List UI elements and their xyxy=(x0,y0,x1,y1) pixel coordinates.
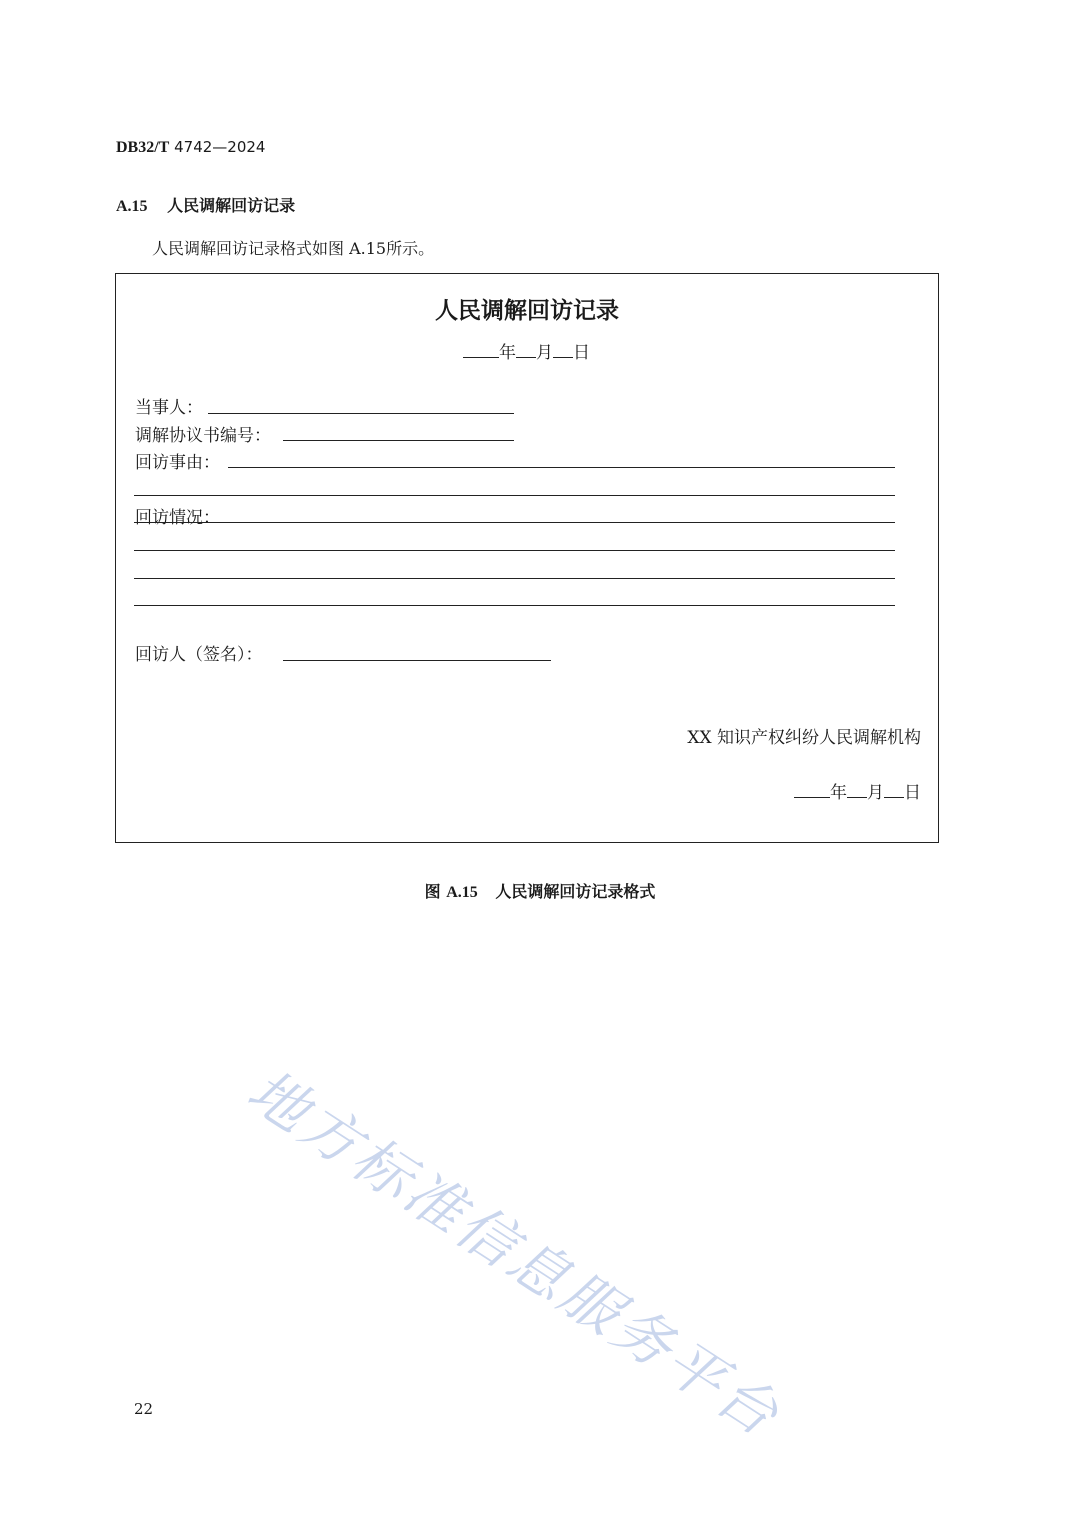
sign-day-label: 日 xyxy=(904,783,921,803)
section-intro: 人民调解回访记录格式如图 A.15所示。 xyxy=(152,239,435,258)
figure-caption xyxy=(0,879,1080,902)
day-blank[interactable] xyxy=(553,340,573,358)
sign-date xyxy=(794,778,921,803)
day-label: 日 xyxy=(573,343,590,363)
year-label: 年 xyxy=(499,343,516,363)
visit-situation-line-1[interactable] xyxy=(134,522,895,523)
visit-reason-label: 回访事由： xyxy=(135,453,220,473)
sign-year-blank[interactable] xyxy=(794,780,830,798)
page-number: 22 xyxy=(134,1400,154,1418)
sign-month-blank[interactable] xyxy=(847,780,867,798)
party-label: 当事人： xyxy=(135,398,203,418)
section-number: A.15 xyxy=(116,198,148,215)
visit-reason-field[interactable] xyxy=(228,467,895,468)
organization-name: XX 知识产权纠纷人民调解机构 xyxy=(687,728,921,748)
sign-year-label: 年 xyxy=(830,783,847,803)
year-blank[interactable] xyxy=(463,340,499,358)
visit-situation-line-3[interactable] xyxy=(134,578,895,579)
visit-situation-line-2[interactable] xyxy=(134,550,895,551)
month-blank[interactable] xyxy=(516,340,536,358)
party-field[interactable] xyxy=(208,413,514,414)
form-title: 人民调解回访记录 xyxy=(435,298,619,324)
month-label: 月 xyxy=(536,343,553,363)
caption-prefix: 图 xyxy=(424,882,441,901)
visitor-signature-field[interactable] xyxy=(283,660,551,661)
visitor-signature-label: 回访人（签名）： xyxy=(135,645,263,665)
watermark: 地方标准信息服务平台 xyxy=(235,1055,793,1451)
standard-number: 4742—2024 xyxy=(174,138,266,156)
caption-number: A.15 xyxy=(446,884,478,901)
caption-title: 人民调解回访记录格式 xyxy=(495,882,656,901)
agreement-number-label: 调解协议书编号： xyxy=(135,426,271,446)
section-heading xyxy=(116,193,295,216)
standard-code xyxy=(116,138,265,157)
visit-reason-line-2[interactable] xyxy=(134,495,895,496)
visit-situation-label: 回访情况： xyxy=(135,508,220,528)
form-frame xyxy=(115,273,939,843)
agreement-number-field[interactable] xyxy=(283,440,514,441)
visit-situation-line-4[interactable] xyxy=(134,605,895,606)
sign-day-blank[interactable] xyxy=(884,780,904,798)
section-title: 人民调解回访记录 xyxy=(167,196,296,215)
form-date xyxy=(463,338,590,363)
standard-prefix: DB32/T xyxy=(116,139,170,156)
sign-month-label: 月 xyxy=(867,783,884,803)
